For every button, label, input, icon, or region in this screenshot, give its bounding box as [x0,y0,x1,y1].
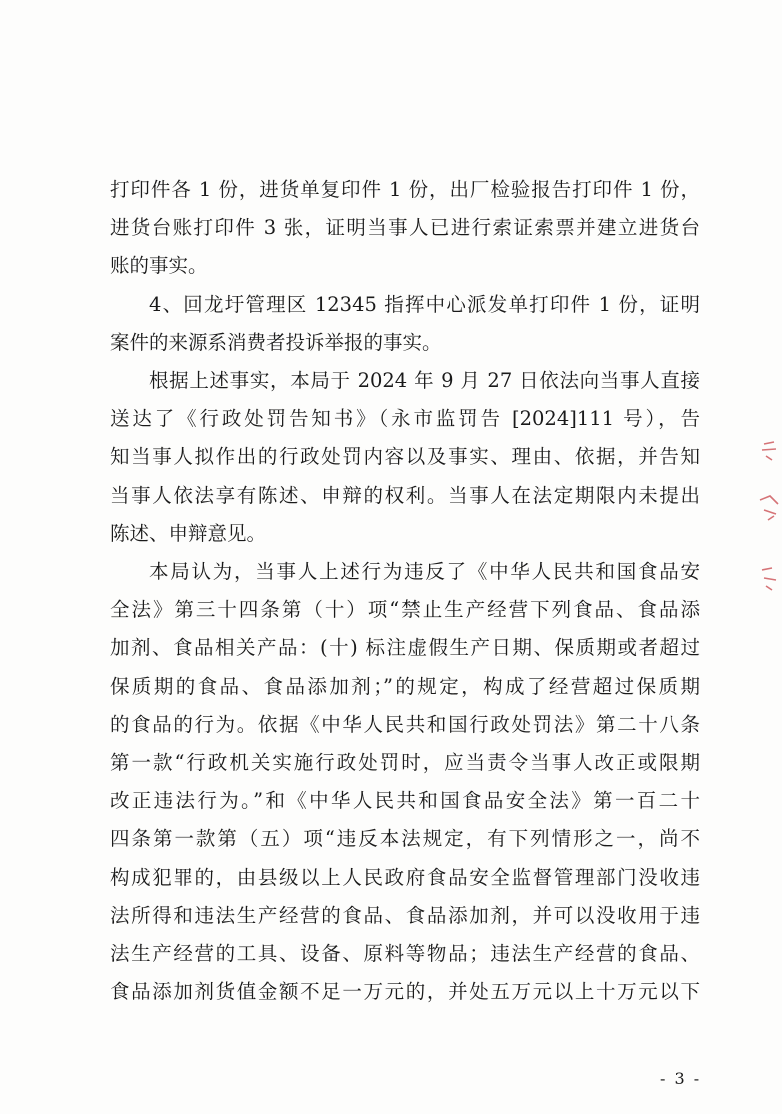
text-line: 送达了《行政处罚告知书》（永市监罚告 [2024]111 号），告 [110,407,700,430]
text-line: 当事人依法享有陈述、申辩的权利。当事人在法定期限内未提出 [110,484,700,507]
text-line: 陈述、申辩意见。 [110,522,267,545]
text-line: 全法》第三十四条第（十）项“禁止生产经营下列食品、食品添 [110,598,700,621]
text-line: 本局认为，当事人上述行为违反了《中华人民共和国食品安 [149,560,700,583]
text-line: 四条第一款第（五）项“违反本法规定，有下列情形之一，尚不 [110,827,700,850]
text-line: 案件的来源系消费者投诉举报的事实。 [110,331,442,354]
page-number: - 3 - [660,1069,702,1088]
text-line: 改正违法行为。”和《中华人民共和国食品安全法》第一百二十 [110,789,700,812]
text-line: 知当事人拟作出的行政处罚内容以及事实、理由、依据，并告知 [110,445,700,468]
text-line: 保质期的食品、食品添加剂；”的规定，构成了经营超过保质期 [110,675,700,698]
text-line: 法生产经营的工具、设备、原料等物品；违法生产经营的食品、 [110,942,700,965]
text-line: 加剂、食品相关产品：(十) 标注虚假生产日期、保质期或者超过 [110,636,700,659]
red-seal-stamp-icon [752,430,782,600]
text-line: 打印件各 1 份，进货单复印件 1 份，出厂检验报告打印件 1 份， [110,178,700,201]
text-line: 构成犯罪的，由县级以上人民政府食品安全监督管理部门没收违 [110,866,700,889]
text-line: 4、回龙圩管理区 12345 指挥中心派发单打印件 1 份，证明 [149,293,700,316]
text-line: 账的事实。 [110,254,208,277]
text-line: 第一款“行政机关实施行政处罚时，应当责令当事人改正或限期 [110,751,700,774]
text-line: 法所得和违法生产经营的食品、食品添加剂，并可以没收用于违 [110,904,700,927]
text-line: 的食品的行为。依据《中华人民共和国行政处罚法》第二十八条 [110,713,700,736]
text-line: 进货台账打印件 3 张，证明当事人已进行索证索票并建立进货台 [110,216,700,239]
text-line: 食品添加剂货值金额不足一万元的，并处五万元以上十万元以下 [110,980,700,1003]
text-line: 根据上述事实，本局于 2024 年 9 月 27 日依法向当事人直接 [149,369,700,392]
